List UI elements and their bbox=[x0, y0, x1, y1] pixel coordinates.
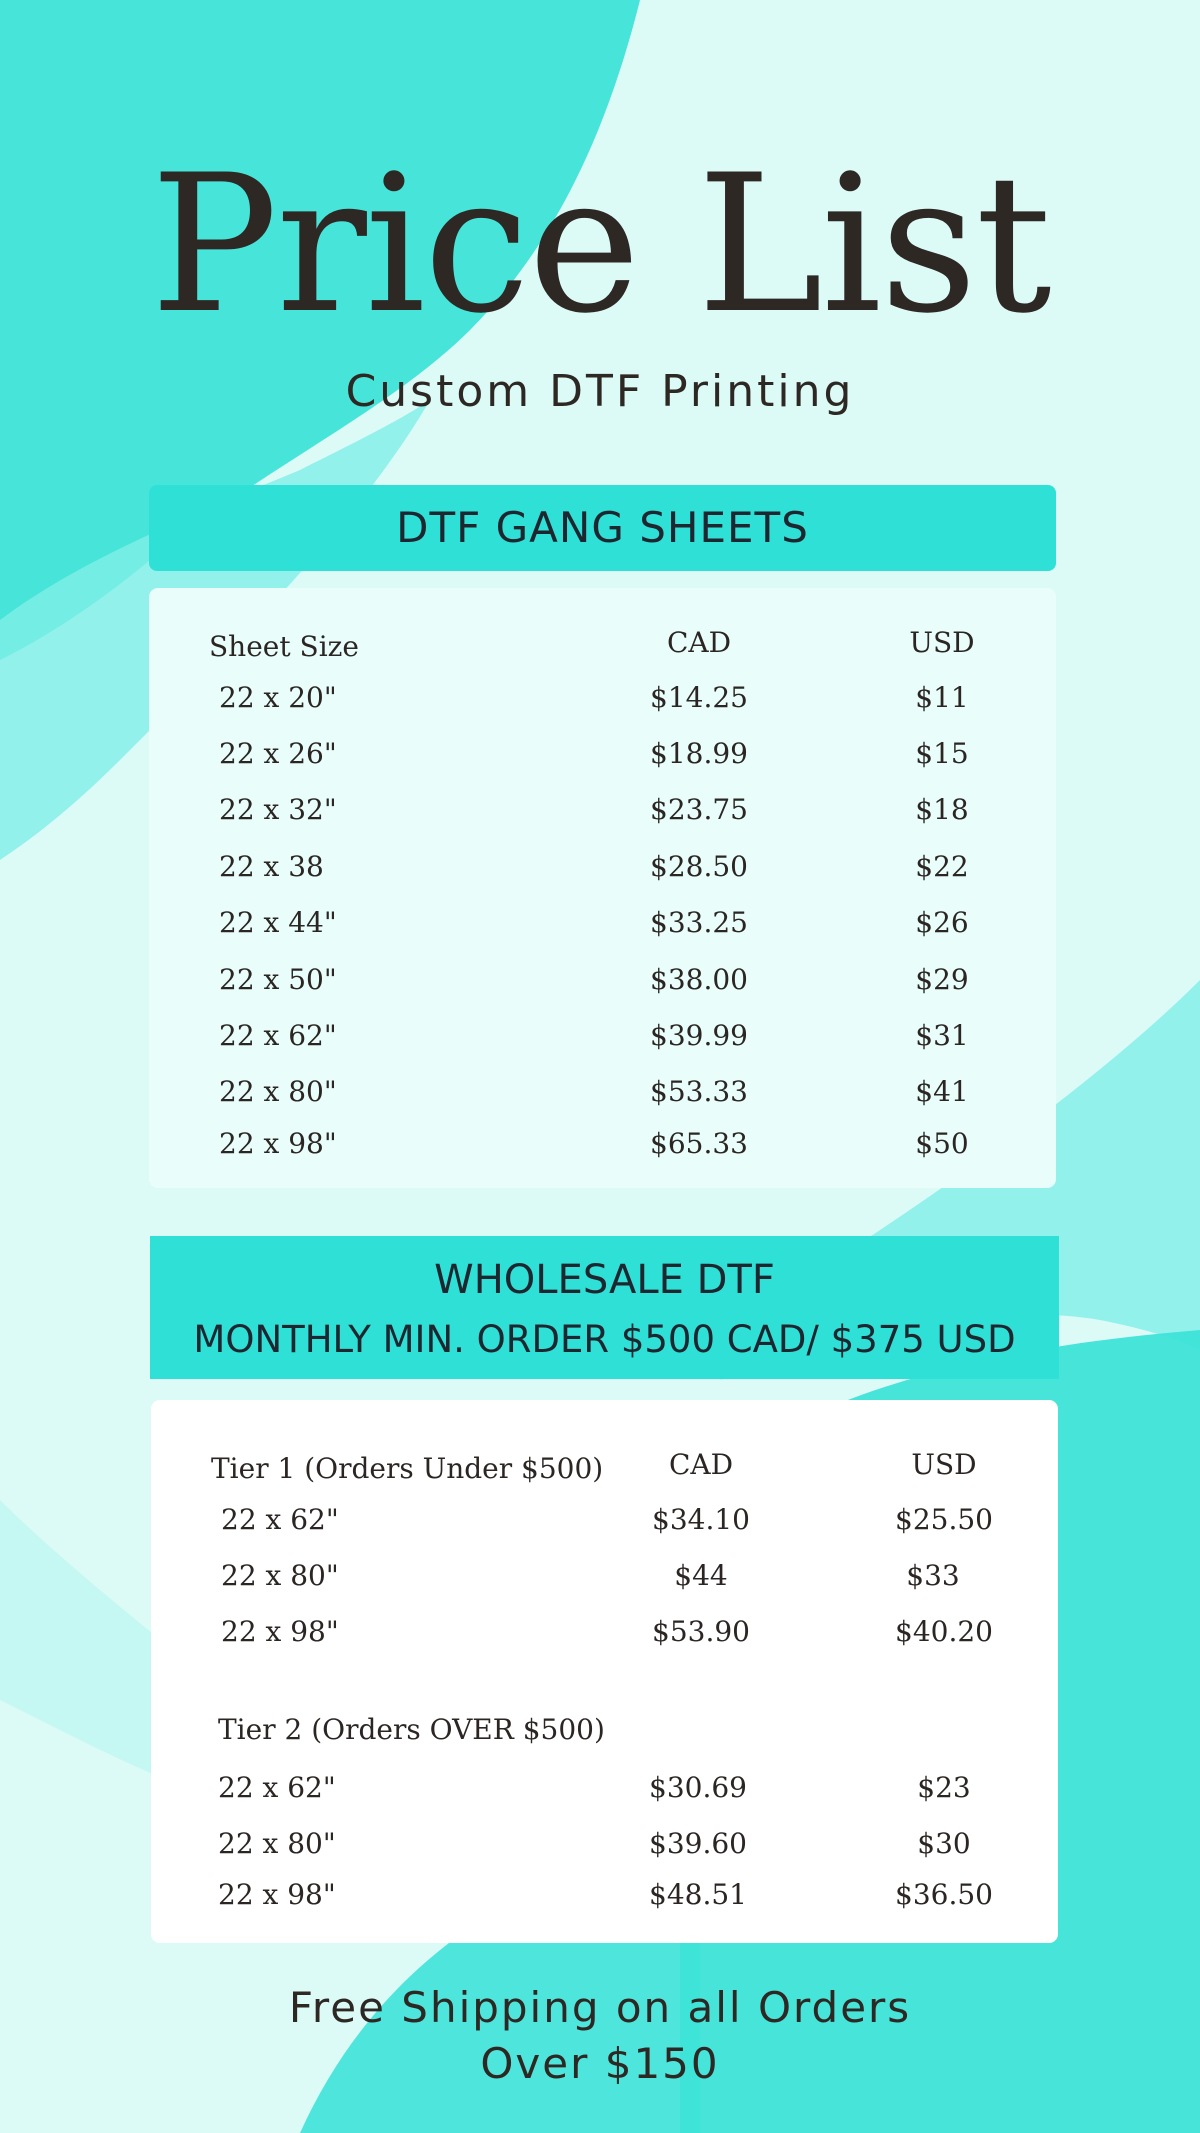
wholesale-table bbox=[151, 1400, 1058, 1943]
column-header-size: Sheet Size bbox=[209, 630, 359, 663]
usd-price-cell: $30 bbox=[917, 1827, 971, 1860]
tier2-header-row bbox=[151, 1713, 1058, 1753]
usd-price-cell: $31 bbox=[915, 1019, 969, 1052]
table-header-row bbox=[149, 626, 1056, 666]
table-row bbox=[149, 963, 1056, 1003]
usd-price-cell: $18 bbox=[915, 793, 969, 826]
column-header-usd: USD bbox=[909, 626, 975, 659]
table-row bbox=[149, 681, 1056, 721]
table-row bbox=[149, 850, 1056, 890]
size-cell: 22 x 44" bbox=[219, 906, 337, 939]
size-cell: 22 x 38 bbox=[219, 850, 324, 883]
usd-price-cell: $23 bbox=[917, 1771, 971, 1804]
cad-price-cell: $39.99 bbox=[650, 1019, 748, 1052]
size-cell: 22 x 62" bbox=[219, 1019, 337, 1052]
usd-price-cell: $25.50 bbox=[895, 1503, 993, 1536]
table-row bbox=[151, 1503, 1058, 1543]
size-cell: 22 x 98" bbox=[218, 1878, 336, 1911]
size-cell: 22 x 80" bbox=[218, 1827, 336, 1860]
table-row bbox=[151, 1559, 1058, 1599]
usd-price-cell: $26 bbox=[915, 906, 969, 939]
wholesale-title: WHOLESALE DTF bbox=[434, 1257, 775, 1303]
cad-price-cell: $48.51 bbox=[649, 1878, 747, 1911]
table-row bbox=[149, 906, 1056, 946]
table-row bbox=[151, 1878, 1058, 1918]
table-row bbox=[151, 1615, 1058, 1655]
wholesale-header-band bbox=[150, 1236, 1059, 1379]
cad-price-cell: $23.75 bbox=[650, 793, 748, 826]
size-cell: 22 x 26" bbox=[219, 737, 337, 770]
gang-sheets-table bbox=[149, 588, 1056, 1188]
size-cell: 22 x 20" bbox=[219, 681, 337, 714]
table-row bbox=[149, 1127, 1056, 1167]
size-cell: 22 x 62" bbox=[218, 1771, 336, 1804]
usd-price-cell: $15 bbox=[915, 737, 969, 770]
column-header-usd: USD bbox=[911, 1448, 977, 1481]
cad-price-cell: $53.33 bbox=[650, 1075, 748, 1108]
cad-price-cell: $14.25 bbox=[650, 681, 748, 714]
cad-price-cell: $44 bbox=[674, 1559, 728, 1592]
page-subtitle: Custom DTF Printing bbox=[345, 366, 855, 417]
tier2-label: Tier 2 (Orders OVER $500) bbox=[218, 1713, 605, 1746]
size-cell: 22 x 98" bbox=[221, 1615, 339, 1648]
size-cell: 22 x 98" bbox=[219, 1127, 337, 1160]
tier1-header-row bbox=[151, 1448, 1058, 1488]
cad-price-cell: $33.25 bbox=[650, 906, 748, 939]
usd-price-cell: $22 bbox=[915, 850, 969, 883]
shipping-note bbox=[0, 1980, 1200, 2092]
gang-sheets-title: DTF GANG SHEETS bbox=[396, 503, 809, 552]
cad-price-cell: $65.33 bbox=[650, 1127, 748, 1160]
size-cell: 22 x 62" bbox=[221, 1503, 339, 1536]
column-header-cad: CAD bbox=[666, 626, 732, 659]
usd-price-cell: $29 bbox=[915, 963, 969, 996]
size-cell: 22 x 32" bbox=[219, 793, 337, 826]
gang-sheets-header-band bbox=[149, 485, 1056, 571]
shipping-note-line2: Over $150 bbox=[480, 2039, 720, 2088]
usd-price-cell: $40.20 bbox=[895, 1615, 993, 1648]
table-row bbox=[149, 1075, 1056, 1115]
cad-price-cell: $28.50 bbox=[650, 850, 748, 883]
column-header-cad: CAD bbox=[668, 1448, 734, 1481]
table-row bbox=[151, 1827, 1058, 1867]
cad-price-cell: $18.99 bbox=[650, 737, 748, 770]
tier1-label: Tier 1 (Orders Under $500) bbox=[211, 1452, 604, 1485]
usd-price-cell: $11 bbox=[915, 681, 969, 714]
cad-price-cell: $53.90 bbox=[652, 1615, 750, 1648]
usd-price-cell: $33 bbox=[906, 1559, 960, 1592]
cad-price-cell: $38.00 bbox=[650, 963, 748, 996]
cad-price-cell: $34.10 bbox=[652, 1503, 750, 1536]
size-cell: 22 x 50" bbox=[219, 963, 337, 996]
cad-price-cell: $39.60 bbox=[649, 1827, 747, 1860]
table-row bbox=[149, 793, 1056, 833]
usd-price-cell: $50 bbox=[915, 1127, 969, 1160]
size-cell: 22 x 80" bbox=[221, 1559, 339, 1592]
table-row bbox=[149, 737, 1056, 777]
table-row bbox=[149, 1019, 1056, 1059]
table-row bbox=[151, 1771, 1058, 1811]
cad-price-cell: $30.69 bbox=[649, 1771, 747, 1804]
shipping-note-line1: Free Shipping on all Orders bbox=[288, 1983, 912, 2032]
wholesale-minimum-order: MONTHLY MIN. ORDER $500 CAD/ $375 USD bbox=[193, 1318, 1016, 1361]
page-title: Price List bbox=[150, 134, 1050, 355]
usd-price-cell: $41 bbox=[915, 1075, 969, 1108]
usd-price-cell: $36.50 bbox=[895, 1878, 993, 1911]
size-cell: 22 x 80" bbox=[219, 1075, 337, 1108]
